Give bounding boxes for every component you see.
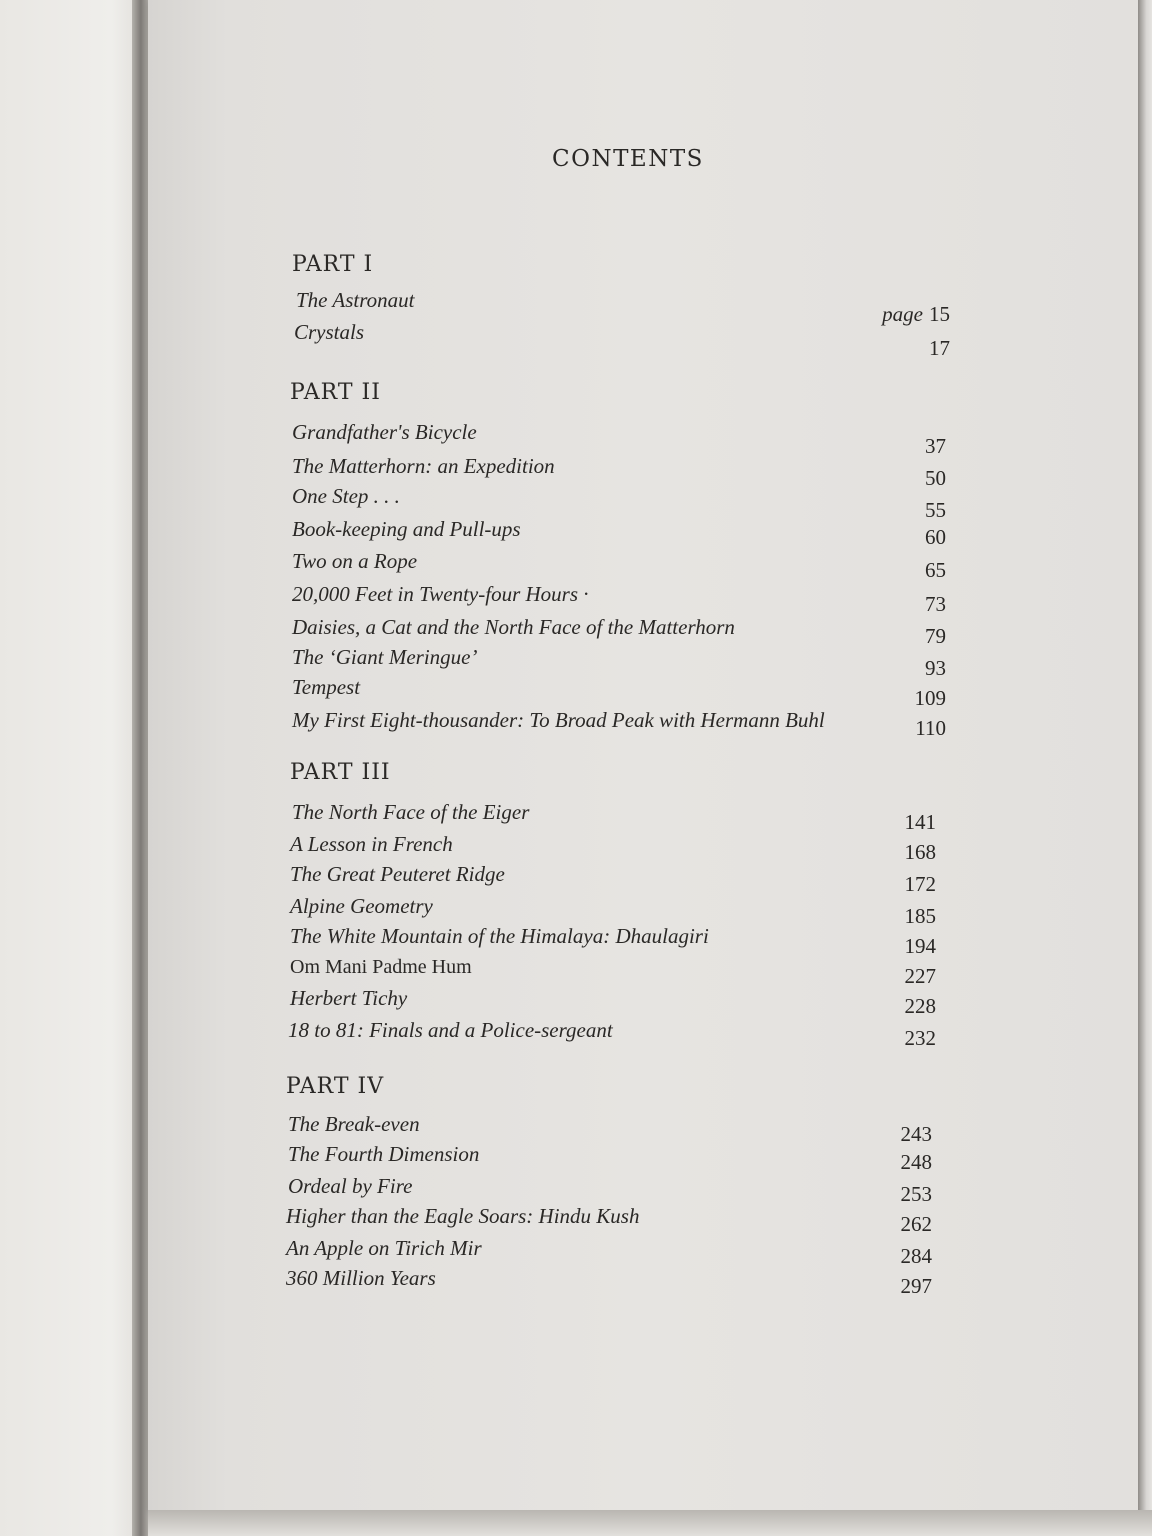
toc-entry-page: 110 [915, 716, 946, 740]
toc-entry-title: Book-keeping and Pull-ups [292, 517, 521, 541]
toc-entry-page: 185 [904, 904, 936, 928]
toc-entry-page: 262 [900, 1212, 932, 1236]
toc-entry-page: 248 [900, 1150, 932, 1174]
toc-entry-page: 284 [900, 1244, 932, 1268]
toc-entry-title: Grandfather's Bicycle [292, 420, 477, 444]
part-title: PART I [292, 252, 374, 277]
toc-entry-title: Herbert Tichy [290, 986, 408, 1010]
toc-entry-title: 18 to 81: Finals and a Police-sergeant [288, 1018, 613, 1042]
toc-entry-page: 109 [914, 686, 946, 710]
toc-entry-title: My First Eight-thousander: To Broad Peak with Hermann Buhl [292, 708, 825, 732]
part-title: PART III [290, 760, 391, 785]
toc-entry-title: The Break-even [288, 1112, 420, 1136]
toc-entry-title: The ‘Giant Meringue’ [292, 645, 478, 669]
toc-entry-page: 73 [925, 592, 946, 616]
toc-entry-page: 60 [925, 525, 946, 549]
toc-entry-page: 227 [904, 964, 936, 988]
part-title: PART II [290, 380, 381, 405]
toc-entry-title: The North Face of the Eiger [292, 800, 530, 824]
toc-entry-page: 93 [925, 656, 946, 680]
toc-entry-page: 168 [904, 840, 936, 864]
toc-entry-title: The Astronaut [296, 288, 415, 312]
toc-entry-title: 20,000 Feet in Twenty-four Hours · [292, 582, 589, 606]
toc-entry-page: 232 [904, 1026, 936, 1050]
toc-entry-title: Ordeal by Fire [288, 1174, 413, 1198]
toc-entry-title: Om Mani Padme Hum [290, 956, 472, 978]
toc-entry-title: One Step . . . [292, 484, 400, 508]
contents-heading: CONTENTS [552, 146, 704, 172]
toc-entry-page: 17 [929, 336, 950, 360]
page-number: 15 [929, 302, 950, 326]
toc-entry-page: 172 [904, 872, 936, 896]
toc-entry-title: Tempest [292, 675, 361, 699]
toc-entry-title: 360 Million Years [286, 1266, 436, 1290]
toc-entry-page: 55 [925, 498, 946, 522]
toc-entry-page: 37 [925, 434, 946, 458]
page-label: page [882, 302, 923, 326]
toc-entry-title: Higher than the Eagle Soars: Hindu Kush [286, 1204, 640, 1228]
toc-entry-title: The White Mountain of the Himalaya: Dhaulagiri [290, 924, 709, 948]
toc-entry-page [830, 302, 950, 327]
toc-entry-title: The Great Peuteret Ridge [290, 862, 505, 886]
toc-entry-title: Two on a Rope [292, 549, 418, 573]
toc-entry-page: 79 [925, 624, 946, 648]
toc-entry-page: 50 [925, 466, 946, 490]
toc-entry-title: An Apple on Tirich Mir [286, 1236, 482, 1260]
toc-entry-title: The Matterhorn: an Expedition [292, 454, 555, 478]
toc-entry-page: 243 [900, 1122, 932, 1146]
toc-entry-title: A Lesson in French [290, 832, 453, 856]
toc-entry-page: 228 [904, 994, 936, 1018]
toc-entry-title: Crystals [294, 320, 365, 344]
toc-entry-page: 65 [925, 558, 946, 582]
toc-entry-page: 297 [900, 1274, 932, 1298]
toc-entry-title: Alpine Geometry [290, 894, 433, 918]
toc-entry-title: Daisies, a Cat and the North Face of the Matterhorn [292, 615, 735, 639]
toc-entry-title: The Fourth Dimension [288, 1142, 480, 1166]
toc-entry-page: 194 [904, 934, 936, 958]
toc-entry-page: 253 [900, 1182, 932, 1206]
part-title: PART IV [286, 1074, 385, 1099]
toc-entry-page: 141 [904, 810, 936, 834]
